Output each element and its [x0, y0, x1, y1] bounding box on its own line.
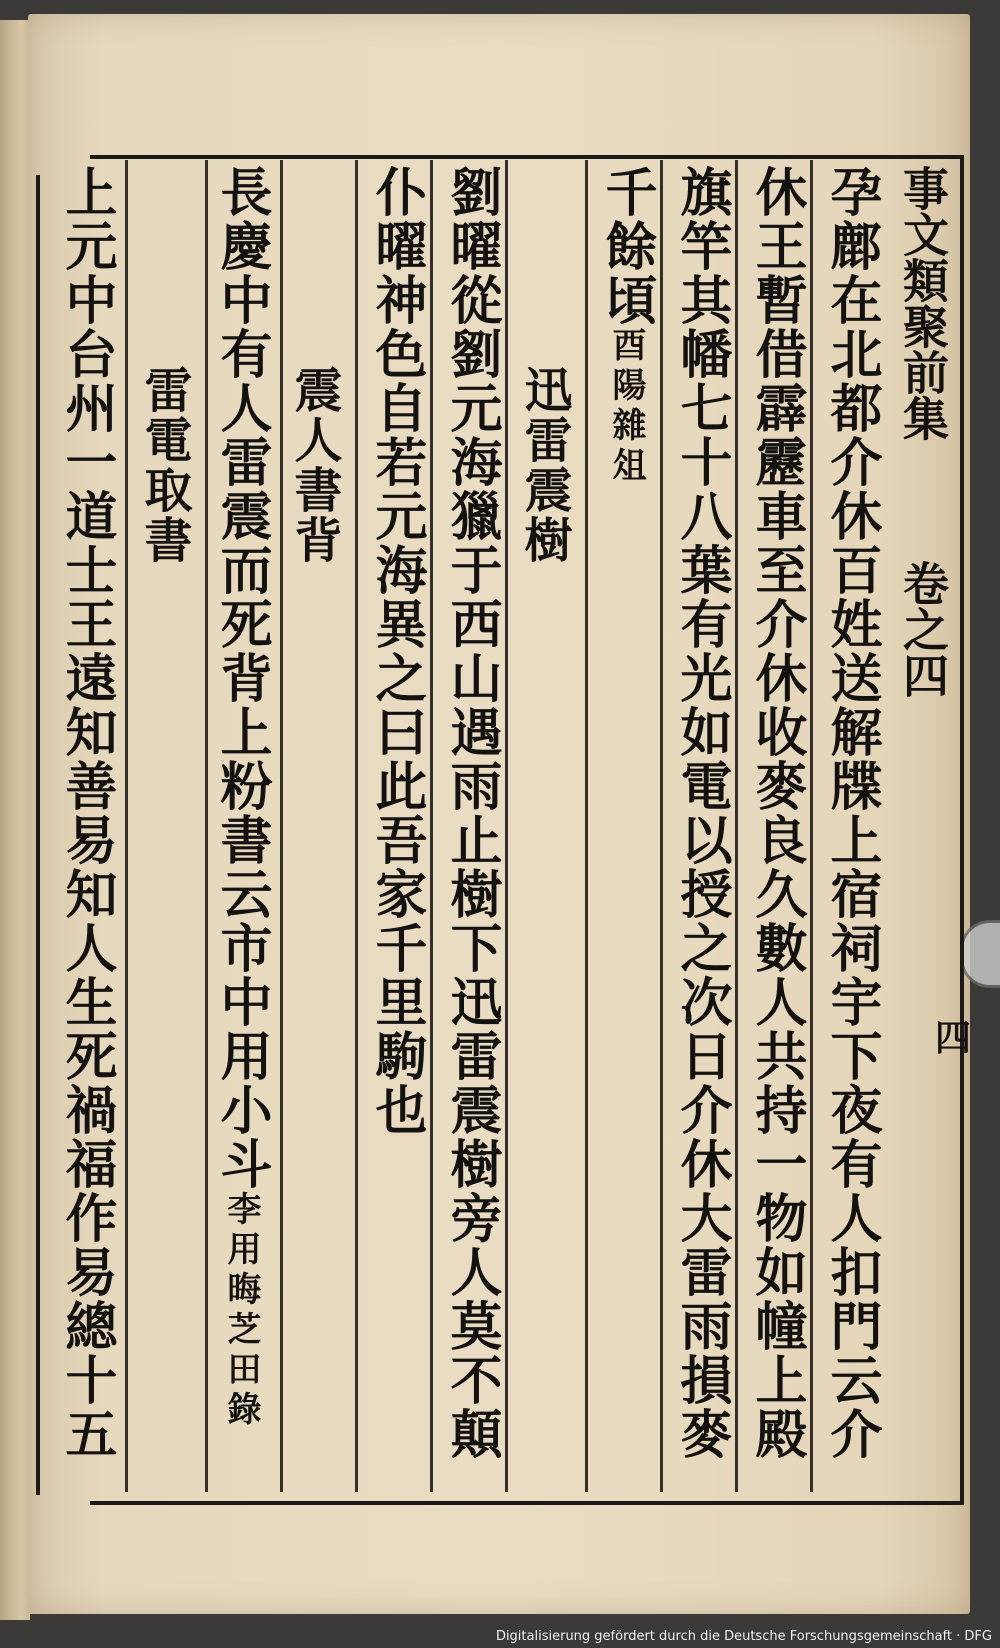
- text-column-3: 旗竿其幡七十八葉有光如電以授之次日介休大雷雨損麥: [671, 165, 732, 1461]
- column-text: 千餘頃: [596, 165, 657, 327]
- left-page-edge: [0, 20, 30, 1620]
- text-frame-left-border: [36, 175, 40, 1495]
- column-rule: [585, 160, 588, 1492]
- column-rule: [280, 160, 283, 1492]
- column-text: 長慶中有人雷震而死背上粉書云市中用小斗: [211, 165, 272, 1191]
- column-rule: [660, 160, 663, 1492]
- text-column-11: 上元中台州一道士王遠知善易知人生死禍福作易總十五: [56, 165, 117, 1461]
- text-column-2: 休王暫借霹靂車至介休收麥良久數人共持一物如幢上殿: [746, 165, 807, 1461]
- section-heading-thunder-tree: 迅雷震樹: [516, 365, 572, 565]
- text-column-9: [211, 165, 272, 1431]
- column-rule: [430, 160, 433, 1492]
- column-rule: [205, 160, 208, 1492]
- book-title: 事文類聚前集: [896, 165, 950, 441]
- column-rule: [355, 160, 358, 1492]
- text-column-4: [596, 165, 657, 487]
- column-rule: [505, 160, 508, 1492]
- column-rule: [810, 160, 813, 1492]
- source-note: 李用晦芝田錄: [221, 1191, 261, 1431]
- text-column-7: 仆曜神色自若元海異之曰此吾家千里駒也: [366, 165, 427, 1137]
- volume-label: 卷之四: [896, 560, 950, 698]
- source-note: 酉陽雜俎: [606, 327, 646, 487]
- text-column-1: 孕鄜在北都介休百姓送解牒上宿祠宇下夜有人扣門云介: [821, 165, 882, 1461]
- section-heading-thunder-back: 震人書背: [286, 365, 342, 565]
- section-heading-thunder-book: 雷電取書: [136, 365, 192, 565]
- column-rule: [735, 160, 738, 1492]
- page-number: 四: [935, 1017, 972, 1059]
- digitization-footer: Digitalisierung gefördert durch die Deutsche Forschungsgemeinschaft · DFG: [0, 1626, 1000, 1648]
- column-rule: [125, 160, 128, 1492]
- text-column-6: 劉曜從劉元海獵于西山遇雨止樹下迅雷震樹旁人莫不顛: [441, 165, 502, 1461]
